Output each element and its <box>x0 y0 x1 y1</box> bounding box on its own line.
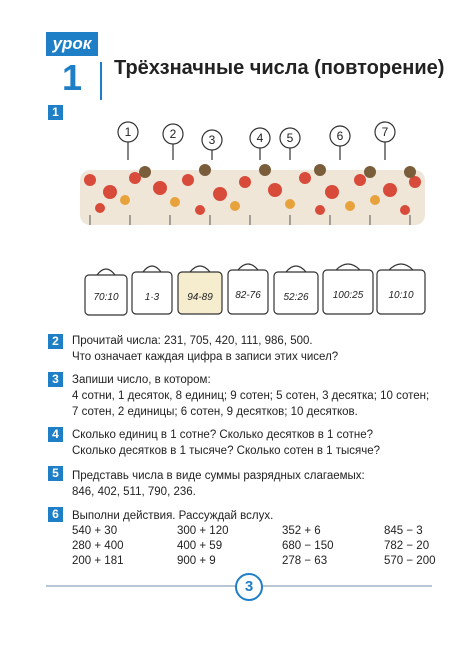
task-4-number: 4 <box>48 427 63 442</box>
flag-number: 6 <box>336 129 344 143</box>
calc-expression: 280 + 400 <box>72 540 124 552</box>
bag-label: 100:25 <box>332 290 364 301</box>
task-3-line: 4 сотни, 1 десяток, 8 единиц; 9 сотен; 5 сотен, 3 десятка; 10 сотен; <box>72 390 430 402</box>
crowd-illustration <box>70 120 440 330</box>
bag-label: 70:10 <box>93 292 119 303</box>
flag-number: 2 <box>169 127 177 141</box>
task-5-line: Представь числа в виде суммы разрядных слагаемых: <box>72 470 365 482</box>
task-2-line: Прочитай числа: 231, 705, 420, 111, 986, 500. <box>72 335 313 347</box>
page-title: Трёхзначные числа (повторение) <box>114 57 445 79</box>
calc-expression: 300 + 120 <box>177 525 229 537</box>
bag-label: 1·3 <box>144 292 160 303</box>
task-6-intro: Выполни действия. Рассуждай вслух. <box>72 510 274 522</box>
lesson-divider <box>100 62 102 100</box>
bag-label: 82-76 <box>235 290 261 301</box>
page-number: 3 <box>235 573 263 601</box>
flag-number: 3 <box>208 133 216 147</box>
task-2-line: Что означает каждая цифра в записи этих чисел? <box>72 351 339 363</box>
calc-expression: 540 + 30 <box>72 525 118 537</box>
task-3-line: Запиши число, в котором: <box>72 374 211 386</box>
task-3-number: 3 <box>48 372 63 387</box>
flag-number: 1 <box>124 125 132 139</box>
task-1-number: 1 <box>48 105 63 120</box>
calc-expression: 400 + 59 <box>177 540 223 552</box>
calc-expression: 900 + 9 <box>177 555 216 567</box>
calc-expression: 278 − 63 <box>282 555 328 567</box>
bag-label: 94-89 <box>187 292 213 303</box>
task-5-line: 846, 402, 511, 790, 236. <box>72 486 196 498</box>
calc-expression: 570 − 200 <box>384 555 436 567</box>
children-crowd <box>80 164 425 225</box>
flag-number: 4 <box>256 131 264 145</box>
calc-expression: 680 − 150 <box>282 540 334 552</box>
task-4-line: Сколько единиц в 1 сотне? Сколько десятков в 1 сотне? <box>72 429 374 441</box>
calc-expression: 200 + 181 <box>72 555 124 567</box>
task-5-number: 5 <box>48 466 63 481</box>
lesson-label: урок <box>46 32 98 56</box>
calc-expression: 352 + 6 <box>282 525 321 537</box>
bag-label: 10:10 <box>388 290 414 301</box>
bag-label: 52:26 <box>283 292 309 303</box>
task-3-line: 7 сотен, 2 единицы; 6 сотен, 9 десятков; 10 десятков. <box>72 406 358 418</box>
calc-expression: 782 − 20 <box>384 540 430 552</box>
lesson-number: 1 <box>61 57 83 98</box>
flag-number: 7 <box>381 125 389 139</box>
flag-number: 5 <box>286 131 294 145</box>
task-2-number: 2 <box>48 334 63 349</box>
task-4-line: Сколько десятков в 1 тысяче? Сколько сотен в 1 тысяче? <box>72 445 381 457</box>
task-6-number: 6 <box>48 507 63 522</box>
calc-expression: 845 − 3 <box>384 525 423 537</box>
